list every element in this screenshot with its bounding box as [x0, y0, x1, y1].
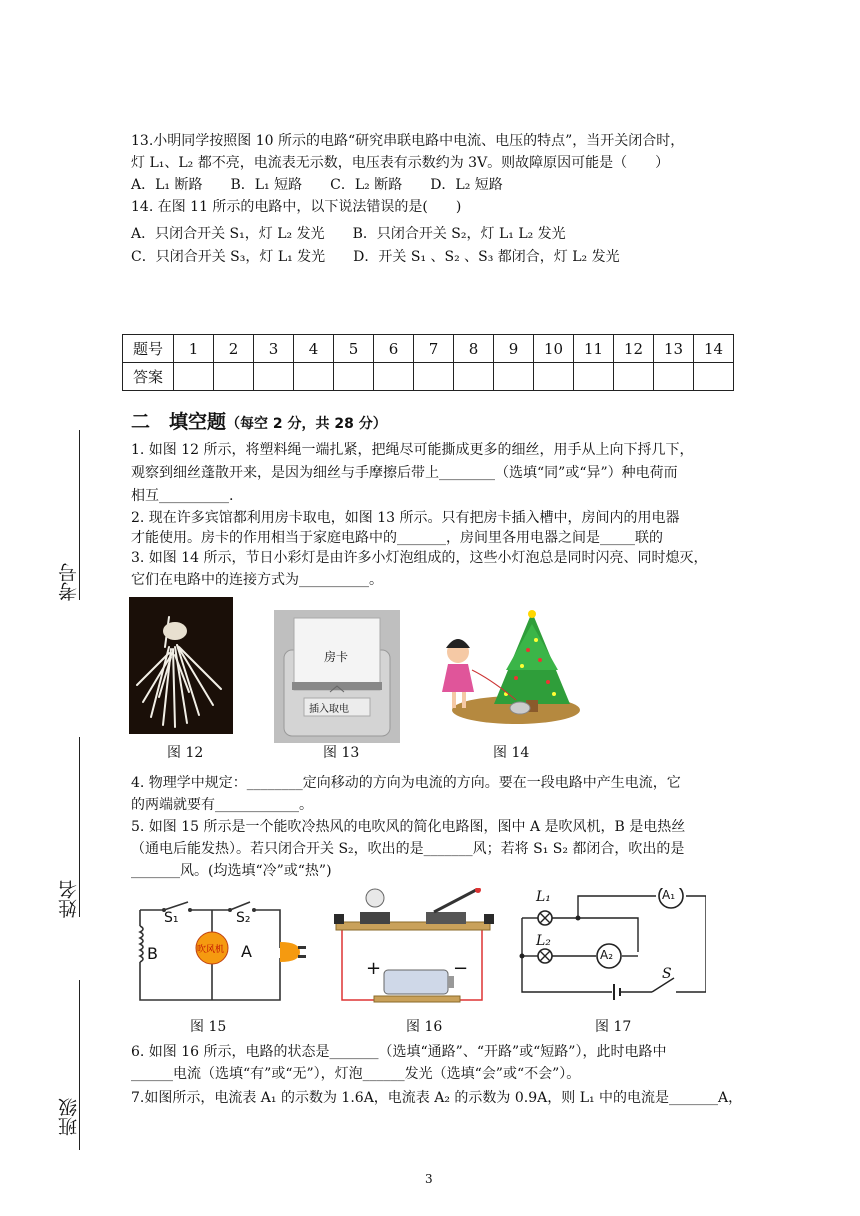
answer-table-num: 8	[454, 335, 494, 363]
fill-q7-line1: 7.如图所示，电流表 A₁ 的示数为 1.6A，电流表 A₂ 的示数为 0.9A，则 L₁ 中的电流是_______A，	[131, 1090, 743, 1106]
answer-table-answer-row	[123, 363, 734, 391]
answer-cell[interactable]	[454, 363, 494, 391]
answer-table-answer-label: 答案	[123, 363, 174, 391]
room-card-label: 房卡	[324, 650, 349, 664]
fill-q1-line1: 1. 如图 12 所示，将塑料绳一端扎紧，把绳尽可能撕成更多的细丝，用手从上向下捋几下，	[131, 442, 694, 458]
answer-cell[interactable]	[414, 363, 454, 391]
answer-table-num: 1	[174, 335, 214, 363]
fig15-s1-label: S₁	[164, 910, 179, 926]
fill-q5-line2: （通电后能发热）。若只闭合开关 S₂，吹出的是_______风；若将 S₁ S₂ 都闭合，吹出的是	[131, 841, 685, 857]
section-heading	[131, 407, 387, 434]
fill-q1-line2: 观察到细丝蓬散开来，是因为细丝与手摩擦后带上________（选填“同”或“异”）种电荷而	[131, 465, 678, 481]
figure-16-circuit	[330, 888, 494, 1008]
figure-14-caption: 图 14	[493, 745, 530, 761]
answer-table-num: 13	[654, 335, 694, 363]
card-slot-label: 插入取电	[309, 704, 349, 715]
fig15-s2-label: S₂	[236, 910, 251, 926]
answer-cell[interactable]	[494, 363, 534, 391]
answer-table-num: 10	[534, 335, 574, 363]
fill-q2-line2: 才能使用。房卡的作用相当于家庭电路中的_______，房间里各用电器之间是_____联的	[131, 530, 663, 546]
answer-cell[interactable]	[654, 363, 694, 391]
answer-cell[interactable]	[534, 363, 574, 391]
figure-12-photo	[129, 597, 233, 734]
q14-opt2: C．只闭合开关 S₃，灯 L₁ 发光 D．开关 S₁ 、S₂ 、S₃ 都闭合，灯 L₂ 发光	[131, 249, 620, 265]
answer-table-num: 3	[254, 335, 294, 363]
fill-q1-line3: 相互__________.	[131, 488, 234, 504]
answer-cell[interactable]	[214, 363, 254, 391]
figure-13-caption: 图 13	[323, 745, 360, 761]
fill-q6-line2: ______电流（选填“有”或“无”），灯泡______发光（选填“会”或“不会”）。	[131, 1066, 581, 1082]
answer-cell[interactable]	[254, 363, 294, 391]
answer-cell[interactable]	[614, 363, 654, 391]
figure-16-caption: 图 16	[406, 1019, 443, 1035]
answer-cell[interactable]	[174, 363, 214, 391]
fig15-fan-label: 吹风机	[197, 945, 225, 955]
section-title: 二 填空题	[131, 411, 227, 433]
answer-table-num: 12	[614, 335, 654, 363]
answer-table-num: 5	[334, 335, 374, 363]
side-label-exam-no: 考号	[58, 563, 80, 601]
answer-table-num: 4	[294, 335, 334, 363]
fig16-minus-label: −	[453, 958, 469, 979]
fig15-b-label: B	[147, 944, 158, 963]
figure-15-caption: 图 15	[190, 1019, 227, 1035]
answer-table-header-label: 题号	[123, 335, 174, 363]
answer-table-num: 11	[574, 335, 614, 363]
figure-14-illustration	[436, 610, 582, 726]
answer-cell[interactable]	[694, 363, 734, 391]
answer-table-num: 14	[694, 335, 734, 363]
fig17-l2-label: L₂	[536, 933, 551, 949]
q13-line2: 灯 L₁、L₂ 都不亮，电流表无示数，电压表有示数约为 3V。则故障原因可能是（ ）	[131, 155, 670, 171]
fig17-a1-label: A₁	[662, 888, 676, 902]
q13-line1: 13.小明同学按照图 10 所示的电路“研究串联电路中电流、电压的特点”，当开关闭合时，	[131, 133, 685, 149]
fig17-l1-label: L₁	[536, 889, 551, 905]
section-subtitle: （每空 2 分，共 28 分）	[226, 416, 387, 432]
answer-table	[122, 334, 734, 391]
answer-table-header-row	[123, 335, 734, 363]
fill-q5-line1: 5. 如图 15 所示是一个能吹冷热风的电吹风的简化电路图，图中 A 是吹风机，B 是电热丝	[131, 819, 686, 835]
fill-q4-line2: 的两端就要有____________。	[131, 797, 313, 813]
fill-q5-line3: _______风。(均选填“冷”或“热”)	[131, 863, 332, 879]
answer-cell[interactable]	[294, 363, 334, 391]
figure-17-caption: 图 17	[595, 1019, 632, 1035]
fig17-a2-label: A₂	[600, 948, 614, 962]
fill-q3-line2: 它们在电路中的连接方式为__________。	[131, 572, 383, 588]
side-label-class: 班级	[58, 1098, 80, 1136]
page-number: 3	[425, 1172, 433, 1186]
q14-opt1: A．只闭合开关 S₁，灯 L₂ 发光 B．只闭合开关 S₂，灯 L₁ L₂ 发光	[131, 226, 566, 242]
answer-table-num: 9	[494, 335, 534, 363]
answer-cell[interactable]	[574, 363, 614, 391]
fig17-s-label: S	[662, 966, 672, 982]
answer-table-num: 7	[414, 335, 454, 363]
figure-12-caption: 图 12	[167, 745, 204, 761]
fill-q6-line1: 6. 如图 16 所示，电路的状态是_______（选填“通路”、“开路”或“短路”），此时电路中	[131, 1044, 667, 1060]
fill-q4-line1: 4. 物理学中规定：________定向移动的方向为电流的方向。要在一段电路中产生电流，它	[131, 775, 681, 791]
answer-table-num: 2	[214, 335, 254, 363]
answer-cell[interactable]	[334, 363, 374, 391]
q14-line1: 14. 在图 11 所示的电路中，以下说法错误的是( )	[131, 199, 462, 215]
side-label-name: 姓名	[58, 880, 80, 918]
answer-cell[interactable]	[374, 363, 414, 391]
fig16-plus-label: +	[366, 958, 382, 979]
figure-13-photo	[274, 610, 400, 743]
fill-q3-line1: 3. 如图 14 所示，节日小彩灯是由许多小灯泡组成的，这些小灯泡总是同时闪亮、同时熄灭，	[131, 550, 708, 566]
answer-table-num: 6	[374, 335, 414, 363]
fig15-a-label: A	[241, 942, 252, 961]
q13-options: A．L₁ 断路 B．L₁ 短路 C．L₂ 断路 D．L₂ 短路	[131, 177, 503, 193]
fill-q2-line1: 2. 现在许多宾馆都利用房卡取电，如图 13 所示。只有把房卡插入槽中，房间内的用电器	[131, 510, 680, 526]
